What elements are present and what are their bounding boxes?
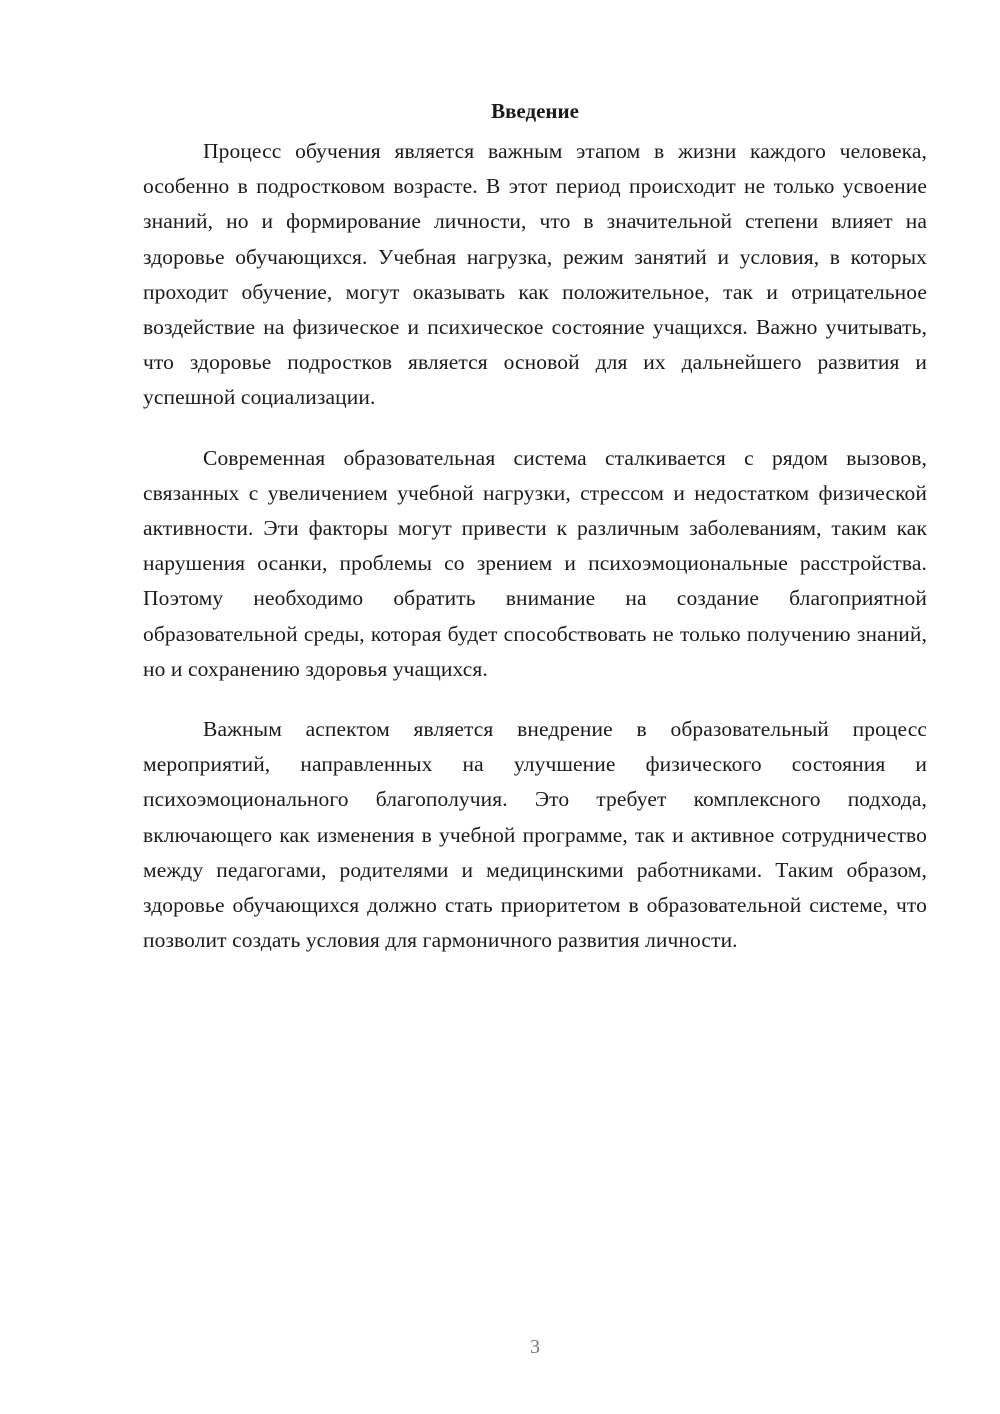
page-content bbox=[143, 96, 927, 983]
page-number: 3 bbox=[530, 1336, 540, 1358]
paragraph-3: Важным аспектом является внедрение в образовательный процесс мероприятий, направленных на улучшение физического состояния и психоэмоционального благополучия. Это требует комплексного подхода, включающего как изменения в учебной программе, так и активное сотрудничество между педагогами, родителями и медицинскими работниками. Таким образом, здоровье обучающихся должно стать приоритетом в образовательной системе, что позволит создать условия для гармоничного развития личности. bbox=[143, 717, 927, 953]
section-heading: Введение bbox=[491, 99, 579, 123]
paragraph-2: Современная образовательная система сталкивается с рядом вызовов, связанных с увеличением учебной нагрузки, стрессом и недостатком физической активности. Эти факторы могут привести к различным заболеваниям, таким как нарушения осанки, проблемы со зрением и психоэмоциональные расстройства. Поэтому необходимо обратить внимание на создание благоприятной образовательной среды, которая будет способствовать не только получению знаний, но и сохранению здоровья учащихся. bbox=[143, 445, 927, 681]
paragraph-1: Процесс обучения является важным этапом в жизни каждого человека, особенно в подростковом возрасте. В этот период происходит не только усвоение знаний, но и формирование личности, что в значительной степени влияет на здоровье обучающихся. Учебная нагрузка, режим занятий и условия, в которых проходит обучение, могут оказывать как положительное, так и отрицательное воздействие на физическое и психическое состояние учащихся. Важно учитывать, что здоровье подростков является основой для их дальнейшего развития и успешной социализации. bbox=[143, 139, 927, 410]
